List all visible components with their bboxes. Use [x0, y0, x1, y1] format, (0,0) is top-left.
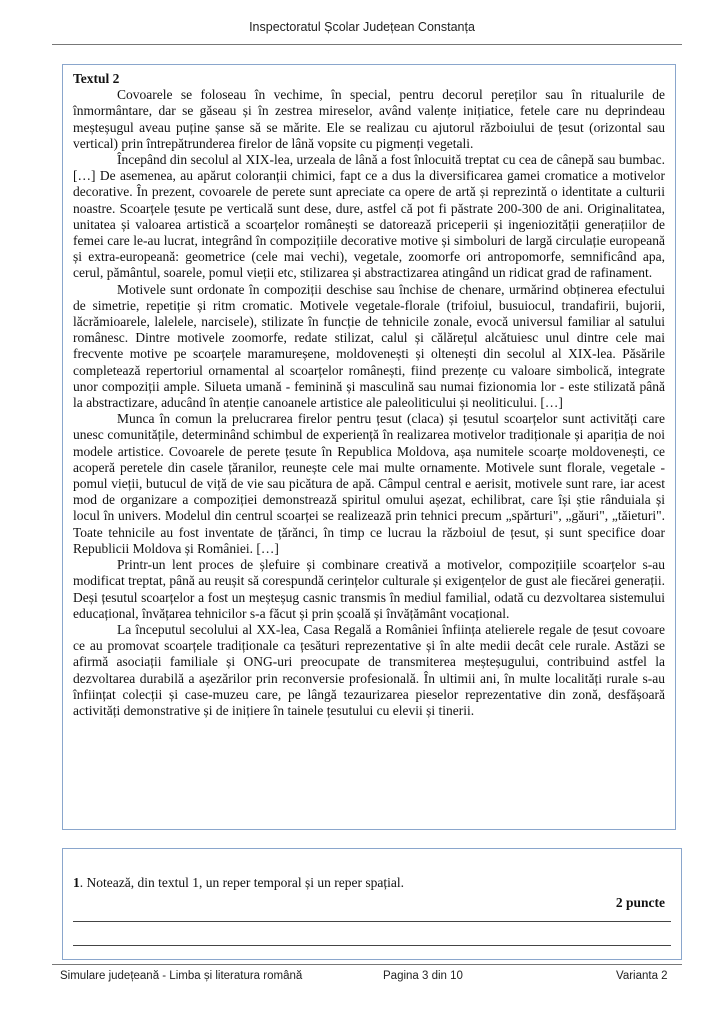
question-box — [62, 848, 682, 960]
text-passage-box — [62, 64, 676, 830]
header-divider — [52, 44, 682, 45]
question-points: 2 puncte — [615, 895, 665, 910]
paragraph-5: Printr-un lent proces de șlefuire și combinare creativă a motivelor, compozițiile scoarțelor s-au modificat treptat, până au reușit să corespundă cerințelor culturale și exigențelor de gust ale fiecărei generații. Deși țesutul scoarțelor a fost un meșteșug casnic transmis în mediul familial, odată cu dezvoltarea sistemului educațional, învățarea tehnicilor s-a făcut și prin școală și învățământ vocațional. — [73, 557, 665, 621]
paragraph-1: Covoarele se foloseau în vechime, în special, pentru decorul pereților sau în ritualurile de înmormântare, dar se găseau și în zestrea mireselor, având valențe inițiatice, fetele care nu deprindeau meșteșugul aveau puține șanse să se mărite. Ele se realizau cu ajutorul războiului de țesut (orizontal sau vertical) prin întrepătrunderea firelor de lână vopsite cu pigmenți vegetali. — [73, 87, 665, 151]
footer-variant: Varianta 2 — [616, 970, 668, 982]
footer-divider — [52, 964, 682, 965]
footer-exam-title: Simulare județeană - Limba și literatura română — [60, 970, 303, 982]
question-number: 1 — [73, 875, 80, 890]
paragraph-6: La începutul secolului al XX-lea, Casa Regală a României înființa atelierele regale de țesut covoare ce au promovat scoarțele tradiționale ca țesături reprezentative și în alte medii decât cele rurale. Astăzi se afirmă asociații familiale și ONG-uri preocupate de transmiterea meșteșugului, contribuind astfel la dezvoltarea durabilă a așezărilor prin reconversie profesională. În ultimii ani, în multe localități rurale s-au înființat colecții și case-muzeu care, pe lângă tezaurizarea pieselor reprezentative din zonă, desfășoară activități demonstrative și de inițiere în tainele țesutului cu elevii și tinerii. — [73, 621, 665, 718]
question-text: . Notează, din textul 1, un reper temporal și un reper spațial. — [79, 875, 405, 890]
text-title: Textul 2 — [73, 71, 120, 86]
page-header: Inspectoratul Școlar Județean Constanța — [249, 20, 475, 34]
paragraph-3: Motivele sunt ordonate în compoziții deschise sau închise de chenare, urmărind obținerea efectului de simetrie, repetiție și ritm cromatic. Motivele vegetale-florale (trifoiul, busuiocul, trandafirii, bujorii, lăcrămioarele, lalelele, narcisele), stilizate în funcție de tehnicile zonale, evocă universul familiar al satului românesc. Dintre motivele zoomorfe, redate stilizat, calul și călărețul alcătuiesc unul dintre cele mai frecvente motive pe scoarțele maramureșene, moldovenești și oltenești din secolul al XIX-lea. Păsările completează repertoriul ornamental al scoarțelor românești, fiind prezențe cu valoare simbolică, integrate unor compoziții ample. Silueta umană - feminină și masculină sau numai fizionomia lor - este stilizată până la abstractizare, aducând în atenție canoanele artistice ale paleoliticului și neoliticului. […] — [73, 281, 665, 411]
answer-line[interactable] — [73, 921, 671, 922]
answer-line[interactable] — [73, 945, 671, 946]
question-prompt — [73, 875, 671, 891]
paragraph-2: Începând din secolul al XIX-lea, urzeala de lână a fost înlocuită treptat cu cea de cânepă sau bumbac. […] De asemenea, au apărut coloranții chimici, fapt ce a dus la diversificarea gamei cromatice a motivelor decorative. În prezent, covoarele de perete sunt apreciate ca opere de artă și reprezintă o identitate a culturii noastre. Scoarțele țesute pe verticală sunt dese, dure, astfel că pot fi păstrate 200-300 de ani. Originalitatea, unitatea și valoarea artistică a scoarțelor românești se datorează priceperii și ingeniozității generațiilor de femei care le-au lucrat, integrând în compozițiile decorative motive și simboluri de largă circulație europeană și extra-europeană: geometrice (cele mai vechi), vegetale, zoomorfe ori antropomorfe, semnificând apa, cerul, pământul, soarele, pomul vieții etc, stilizarea și abstractizarea atingând un ridicat grad de rafinament. — [73, 152, 665, 281]
paragraph-4: Munca în comun la prelucrarea firelor pentru țesut (claca) și țesutul scoarțelor sunt activități care unesc comunitățile, determinând schimbul de experiență în realizarea motivelor tradiționale și apariția de noi modele artistice. Covoarele de perete țesute în Republica Moldova, așa numitele scoarțe moldovenești, ce acoperă peretele din casele țăranilor, reunește cele mai multe ornamente. Motivele sunt florale, vegetale - pomul vieții, butucul de viță de vie sau picătura de apă. Câmpul central e aerisit, motivele sunt rare, iar acest mod de organizare a compoziției demonstrează spiritul omului așezat, echilibrat, care își știe rânduiala și locul în univers. Modelul din centrul scoarței se realizează prin tehnici precum „spărturi", „găuri", „tăieturi". Toate tehnicile au fost inventate de țărănci, în timp ce lucrau la războiul de țesut, și sunt specifice doar Republicii Moldova și României. […] — [73, 411, 665, 556]
footer-page-number: Pagina 3 din 10 — [383, 970, 463, 982]
